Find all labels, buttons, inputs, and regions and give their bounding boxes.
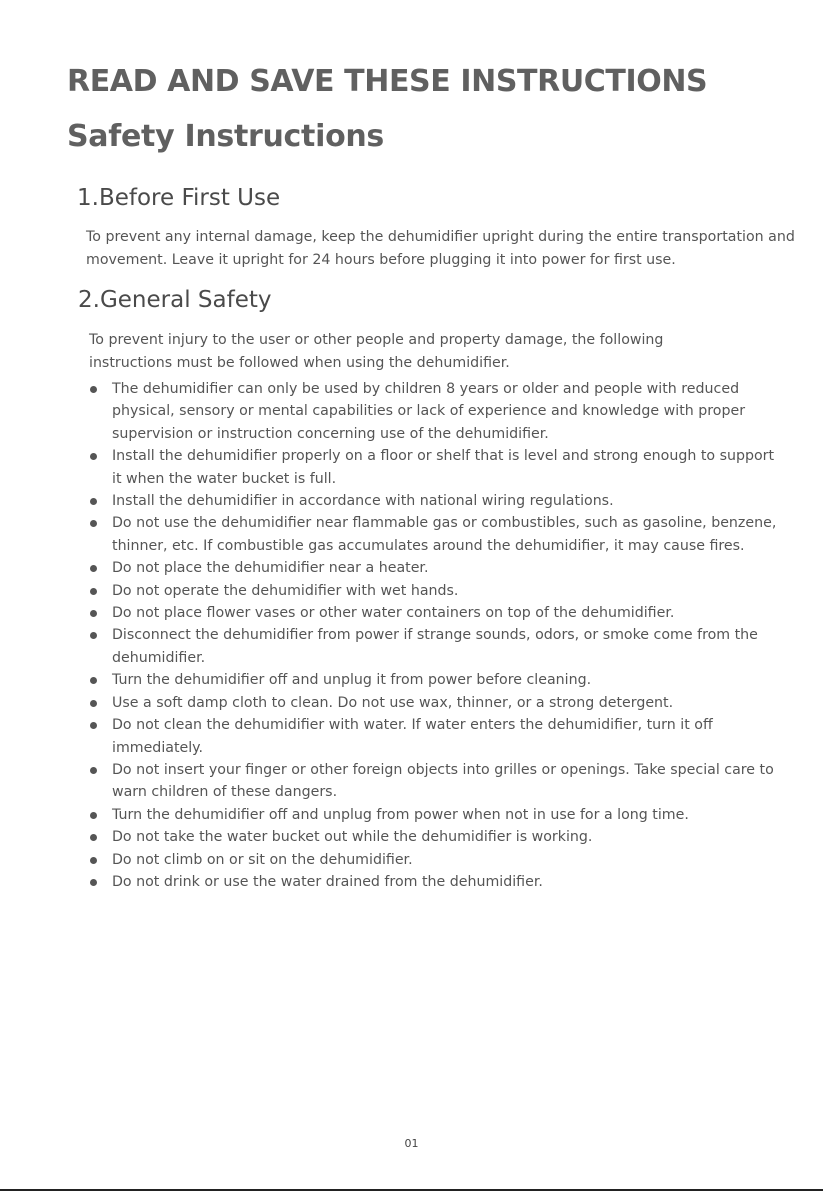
bullet-icon <box>90 453 97 460</box>
list-item <box>89 580 779 602</box>
list-item-text: Do not insert your finger or other foreign objects into grilles or openings. Take special care to warn children of these dangers. <box>112 761 774 801</box>
bullet-icon <box>90 834 97 841</box>
bullet-icon <box>90 677 97 684</box>
list-item-text: Install the dehumidifier in accordance with national wiring regulations. <box>112 493 614 510</box>
section-paragraph-before-first-use: To prevent any internal damage, keep the dehumidifier upright during the entire transportation and movement. Leave it upright for 24 hours before plugging it into power for first use. <box>86 229 795 268</box>
section-paragraph-general-safety: To prevent injury to the user or other people and property damage, the following instructions must be followed when using the dehumidifier. <box>89 332 664 371</box>
list-item-text: Do not climb on or sit on the dehumidifier. <box>112 851 413 868</box>
list-item <box>89 512 779 557</box>
document-title: READ AND SAVE THESE INSTRUCTIONS <box>67 64 708 99</box>
page-number: 01 <box>404 1137 419 1150</box>
list-item <box>89 669 779 691</box>
bullet-icon <box>90 857 97 864</box>
list-item-text: The dehumidifier can only be used by children 8 years or older and people with reduced physical, sensory or mental capabilities or lack of experience and knowledge with proper supervision or instruction concerning use of the dehumidifier. <box>112 381 746 442</box>
section-heading-before-first-use: 1.Before First Use <box>77 185 281 211</box>
bullet-icon <box>90 498 97 505</box>
list-item <box>89 759 779 804</box>
list-item-text: Install the dehumidifier properly on a floor or shelf that is level and strong enough to support it when the water bucket is full. <box>112 448 775 487</box>
bullet-icon <box>90 632 97 639</box>
list-item <box>89 692 779 714</box>
list-item <box>89 804 779 826</box>
list-item <box>89 714 779 759</box>
bullet-icon <box>90 700 97 707</box>
list-item-text: Do not take the water bucket out while the dehumidifier is working. <box>112 829 593 846</box>
document-subtitle: Safety Instructions <box>67 119 384 154</box>
list-item-text: Do not use the dehumidifier near flammable gas or combustibles, such as gasoline, benzene, thinner, etc. If combustible gas accumulates around the dehumidifier, it may cause fires. <box>112 515 777 554</box>
list-item-text: Do not place flower vases or other water containers on top of the dehumidifier. <box>112 605 675 622</box>
bullet-icon <box>90 879 97 886</box>
list-item <box>89 378 779 445</box>
list-item-text: Do not drink or use the water drained from the dehumidifier. <box>112 873 543 890</box>
bullet-icon <box>90 610 97 617</box>
page-bottom-border <box>0 1189 823 1191</box>
bullet-icon <box>90 588 97 595</box>
list-item <box>89 624 779 669</box>
section-heading-general-safety: 2.General Safety <box>78 287 272 313</box>
list-item <box>89 445 779 490</box>
list-item-text: Do not place the dehumidifier near a heater. <box>112 560 429 577</box>
list-item-text: Turn the dehumidifier off and unplug from power when not in use for a long time. <box>112 806 689 823</box>
list-item <box>89 849 779 871</box>
bullet-icon <box>90 565 97 572</box>
list-item-text: Turn the dehumidifier off and unplug it from power before cleaning. <box>112 672 592 689</box>
bullet-icon <box>90 812 97 819</box>
bullet-icon <box>90 722 97 729</box>
list-item-text: Disconnect the dehumidifier from power if strange sounds, odors, or smoke come from the dehumidifier. <box>112 627 758 666</box>
bullet-icon <box>90 520 97 527</box>
list-item-text: Do not clean the dehumidifier with water. If water enters the dehumidifier, turn it off immediately. <box>112 717 713 756</box>
list-item <box>89 557 779 579</box>
bullet-icon <box>90 767 97 774</box>
list-item <box>89 490 779 512</box>
list-item <box>89 826 779 848</box>
list-item <box>89 602 779 624</box>
bullet-icon <box>90 386 97 393</box>
list-item <box>89 871 779 893</box>
list-item-text: Do not operate the dehumidifier with wet hands. <box>112 582 459 599</box>
list-item-text: Use a soft damp cloth to clean. Do not use wax, thinner, or a strong detergent. <box>112 694 674 711</box>
safety-bullet-list <box>89 378 779 893</box>
